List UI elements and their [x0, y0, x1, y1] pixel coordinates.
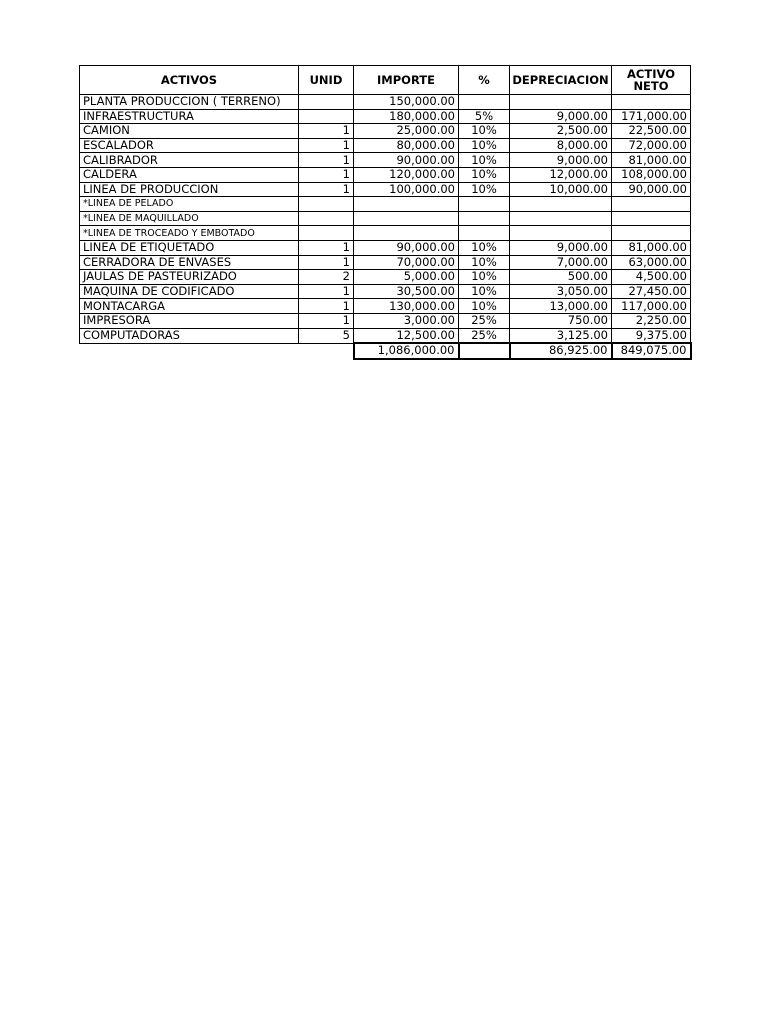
cell-importe: 25,000.00 — [354, 124, 459, 139]
cell-unid: 5 — [299, 328, 354, 343]
cell-activo-neto: 22,500.00 — [612, 124, 691, 139]
cell-depreciacion: 3,050.00 — [510, 284, 612, 299]
header-activo-neto — [612, 66, 691, 95]
cell-activo: *LINEA DE PELADO — [80, 197, 299, 212]
cell-activo: IMPRESORA — [80, 313, 299, 328]
header-row — [80, 66, 691, 95]
cell-pct — [459, 197, 510, 212]
cell-importe — [354, 226, 459, 241]
cell-depreciacion: 10,000.00 — [510, 182, 612, 197]
cell-unid: 1 — [299, 299, 354, 314]
cell-activo: *LINEA DE TROCEADO Y EMBOTADO — [80, 226, 299, 241]
cell-importe: 3,000.00 — [354, 313, 459, 328]
cell-importe: 90,000.00 — [354, 240, 459, 255]
cell-depreciacion: 9,000.00 — [510, 109, 612, 124]
totals-spacer — [80, 343, 299, 359]
cell-activo: ESCALADOR — [80, 138, 299, 153]
cell-activo: LINEA DE PRODUCCION — [80, 182, 299, 197]
cell-unid: 1 — [299, 313, 354, 328]
totals-spacer — [299, 343, 354, 359]
cell-depreciacion: 8,000.00 — [510, 138, 612, 153]
cell-activo: *LINEA DE MAQUILLADO — [80, 211, 299, 226]
cell-activo-neto: 81,000.00 — [612, 240, 691, 255]
header-activo-neto-line2: NETO — [633, 79, 669, 93]
cell-activo-neto: 108,000.00 — [612, 167, 691, 182]
cell-unid: 1 — [299, 255, 354, 270]
cell-pct — [459, 211, 510, 226]
cell-depreciacion: 12,000.00 — [510, 167, 612, 182]
cell-pct: 10% — [459, 124, 510, 139]
table-row — [80, 167, 691, 182]
asset-depreciation-table — [79, 65, 692, 360]
cell-importe — [354, 197, 459, 212]
cell-pct: 25% — [459, 313, 510, 328]
table-row — [80, 138, 691, 153]
cell-activo-neto: 72,000.00 — [612, 138, 691, 153]
header-depreciacion: DEPRECIACION — [510, 66, 612, 95]
header-activo-neto-line1: ACTIVO — [627, 67, 675, 81]
cell-unid — [299, 95, 354, 110]
cell-activo: CERRADORA DE ENVASES — [80, 255, 299, 270]
cell-pct: 10% — [459, 153, 510, 168]
cell-importe: 180,000.00 — [354, 109, 459, 124]
cell-activo: PLANTA PRODUCCION ( TERRENO) — [80, 95, 299, 110]
table-row — [80, 313, 691, 328]
cell-depreciacion — [510, 211, 612, 226]
cell-activo-neto — [612, 197, 691, 212]
cell-unid: 1 — [299, 284, 354, 299]
cell-unid — [299, 211, 354, 226]
cell-activo-neto: 27,450.00 — [612, 284, 691, 299]
cell-activo-neto: 2,250.00 — [612, 313, 691, 328]
cell-pct: 10% — [459, 255, 510, 270]
cell-depreciacion — [510, 226, 612, 241]
cell-activo: COMPUTADORAS — [80, 328, 299, 343]
header-activos: ACTIVOS — [80, 66, 299, 95]
cell-importe: 70,000.00 — [354, 255, 459, 270]
cell-pct — [459, 95, 510, 110]
cell-activo: LINEA DE ETIQUETADO — [80, 240, 299, 255]
header-importe: IMPORTE — [354, 66, 459, 95]
header-unid: UNID — [299, 66, 354, 95]
cell-activo: MAQUINA DE CODIFICADO — [80, 284, 299, 299]
cell-activo-neto: 90,000.00 — [612, 182, 691, 197]
cell-importe: 130,000.00 — [354, 299, 459, 314]
cell-importe: 100,000.00 — [354, 182, 459, 197]
total-importe: 1,086,000.00 — [354, 343, 459, 359]
cell-importe: 120,000.00 — [354, 167, 459, 182]
cell-activo-neto: 4,500.00 — [612, 270, 691, 285]
cell-unid — [299, 109, 354, 124]
table-row — [80, 328, 691, 343]
cell-importe — [354, 211, 459, 226]
totals-row — [80, 343, 691, 359]
cell-depreciacion: 2,500.00 — [510, 124, 612, 139]
cell-activo-neto: 63,000.00 — [612, 255, 691, 270]
cell-unid: 2 — [299, 270, 354, 285]
table-row — [80, 240, 691, 255]
cell-importe: 12,500.00 — [354, 328, 459, 343]
cell-depreciacion: 500.00 — [510, 270, 612, 285]
cell-unid: 1 — [299, 240, 354, 255]
cell-unid: 1 — [299, 153, 354, 168]
cell-importe: 150,000.00 — [354, 95, 459, 110]
cell-depreciacion: 3,125.00 — [510, 328, 612, 343]
cell-activo-neto: 117,000.00 — [612, 299, 691, 314]
cell-pct: 10% — [459, 182, 510, 197]
cell-pct: 10% — [459, 284, 510, 299]
table-row — [80, 270, 691, 285]
cell-depreciacion: 9,000.00 — [510, 153, 612, 168]
cell-pct: 5% — [459, 109, 510, 124]
table-row — [80, 211, 691, 226]
table-row — [80, 226, 691, 241]
cell-pct: 10% — [459, 167, 510, 182]
cell-pct: 25% — [459, 328, 510, 343]
cell-depreciacion: 750.00 — [510, 313, 612, 328]
table-row — [80, 197, 691, 212]
cell-pct — [459, 226, 510, 241]
cell-activo-neto: 81,000.00 — [612, 153, 691, 168]
cell-activo-neto — [612, 226, 691, 241]
cell-activo: MONTACARGA — [80, 299, 299, 314]
table-row — [80, 95, 691, 110]
table-row — [80, 255, 691, 270]
cell-activo-neto: 171,000.00 — [612, 109, 691, 124]
cell-importe: 5,000.00 — [354, 270, 459, 285]
table-row — [80, 182, 691, 197]
cell-depreciacion: 13,000.00 — [510, 299, 612, 314]
table-row — [80, 153, 691, 168]
table-body — [80, 95, 691, 344]
cell-unid: 1 — [299, 124, 354, 139]
cell-unid — [299, 197, 354, 212]
cell-unid — [299, 226, 354, 241]
cell-activo-neto — [612, 211, 691, 226]
table-row — [80, 299, 691, 314]
cell-activo: CALDERA — [80, 167, 299, 182]
header-pct: % — [459, 66, 510, 95]
table-row — [80, 109, 691, 124]
cell-unid: 1 — [299, 167, 354, 182]
cell-depreciacion: 7,000.00 — [510, 255, 612, 270]
cell-unid: 1 — [299, 138, 354, 153]
cell-activo: CALIBRADOR — [80, 153, 299, 168]
cell-pct: 10% — [459, 240, 510, 255]
cell-activo: INFRAESTRUCTURA — [80, 109, 299, 124]
cell-activo: JAULAS DE PASTEURIZADO — [80, 270, 299, 285]
cell-activo: CAMION — [80, 124, 299, 139]
cell-pct: 10% — [459, 270, 510, 285]
table-row — [80, 284, 691, 299]
total-depreciacion: 86,925.00 — [510, 343, 612, 359]
total-activo-neto: 849,075.00 — [612, 343, 691, 359]
table-row — [80, 124, 691, 139]
total-pct — [459, 343, 510, 359]
cell-pct: 10% — [459, 138, 510, 153]
cell-depreciacion: 9,000.00 — [510, 240, 612, 255]
cell-depreciacion — [510, 197, 612, 212]
cell-unid: 1 — [299, 182, 354, 197]
cell-pct: 10% — [459, 299, 510, 314]
cell-importe: 90,000.00 — [354, 153, 459, 168]
cell-importe: 80,000.00 — [354, 138, 459, 153]
cell-depreciacion — [510, 95, 612, 110]
cell-importe: 30,500.00 — [354, 284, 459, 299]
cell-activo-neto — [612, 95, 691, 110]
cell-activo-neto: 9,375.00 — [612, 328, 691, 343]
